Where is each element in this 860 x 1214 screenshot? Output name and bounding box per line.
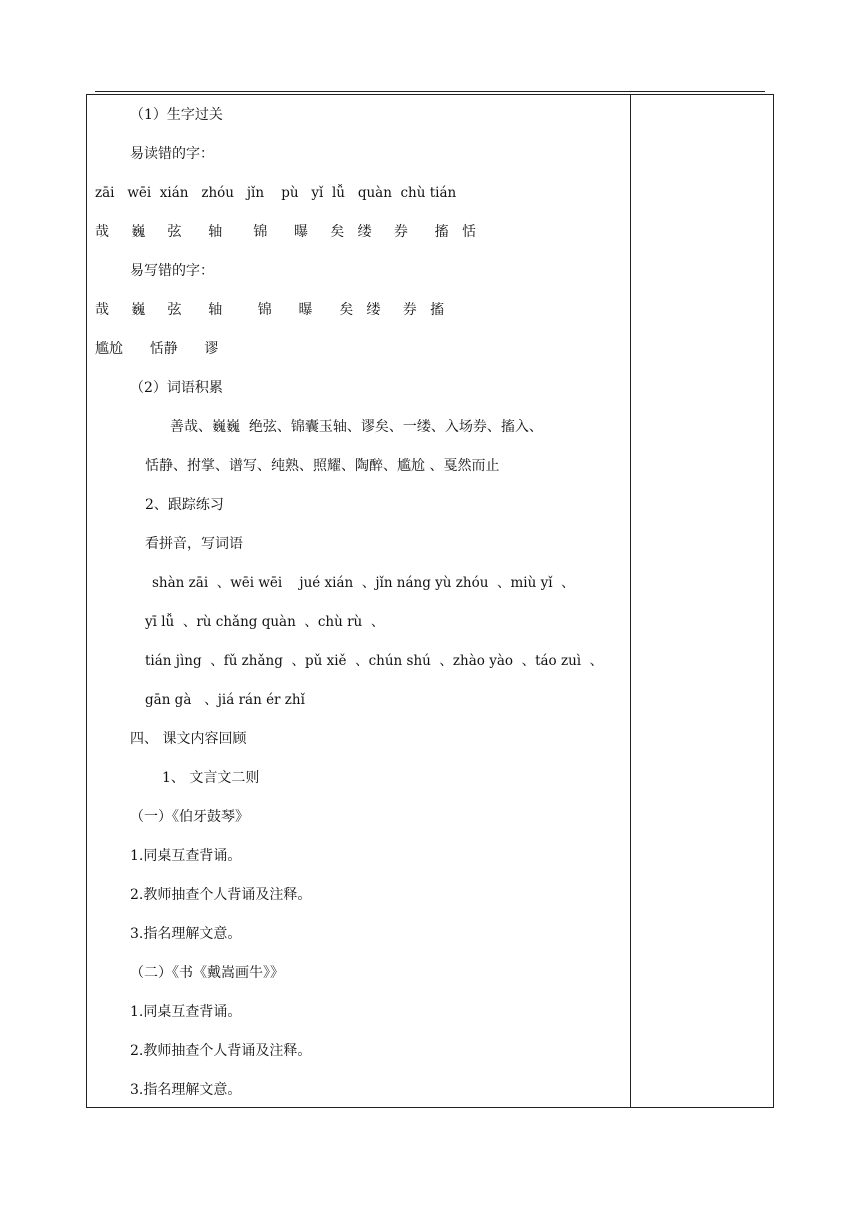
page-header-rule: [95, 91, 765, 92]
subheading-easy-miswrite: 易写错的字：: [130, 263, 214, 279]
step-2-daisong: 2.教师抽查个人背诵及注释。: [130, 1043, 312, 1059]
step-2-boya: 2.教师抽查个人背诵及注释。: [130, 887, 312, 903]
table-frame: [86, 94, 774, 1108]
vocabulary-line-1: 善哉、巍巍 绝弦、锦囊玉轴、谬矣、一缕、入场券、搐入、: [170, 419, 543, 435]
table-column-divider: [630, 94, 631, 1108]
text-title-daisong: （二）《书《戴嵩画牛》》: [130, 965, 284, 981]
pinyin-exercise-line-2: yī lǚ 、rù chǎng quàn 、chù rù 、: [145, 614, 385, 630]
step-1-boya: 1.同桌互查背诵。: [130, 848, 242, 864]
pinyin-exercise-line-4: gān gà 、jiá rán ér zhǐ: [145, 692, 305, 708]
pinyin-row-misread: zāi wēi xián zhóu jǐn pù yǐ lǚ quàn chù tián: [95, 185, 457, 201]
character-row-misread: 哉 巍 弦 轴 锦 曝 矣 缕 券 搐 恬: [95, 224, 476, 240]
step-3-daisong: 3.指名理解文意。: [130, 1082, 242, 1098]
step-3-boya: 3.指名理解文意。: [130, 926, 242, 942]
vocabulary-line-2: 恬静、拊掌、谱写、纯熟、照耀、陶醉、尴尬 、戛然而止: [145, 458, 500, 474]
character-row-miswrite: 哉 巍 弦 轴 锦 曝 矣 缕 券 搐: [95, 302, 445, 318]
text-title-boya: （一）《伯牙鼓琴》: [130, 809, 249, 825]
step-1-daisong: 1.同桌互查背诵。: [130, 1004, 242, 1020]
section-heading-practice: 2、跟踪练习: [145, 497, 224, 513]
character-row-miswrite-2: 尴尬 恬静 谬: [95, 341, 219, 357]
pinyin-exercise-line-3: tián jìng 、fǔ zhǎng 、pǔ xiě 、chún shú 、zhào yào 、táo zuì 、: [145, 653, 604, 669]
section-heading-review: 四、 课文内容回顾: [130, 731, 247, 747]
subheading-easy-misread: 易读错的字：: [130, 146, 214, 162]
section-heading-new-characters: （1）生字过关: [130, 107, 223, 123]
section-heading-vocabulary: （2）词语积累: [130, 380, 223, 396]
subsection-two-classical-texts: 1、 文言文二则: [162, 770, 260, 786]
pinyin-exercise-line-1: shàn zāi 、wēi wēi jué xián 、jǐn náng yù zhóu 、miù yǐ 、: [152, 575, 575, 591]
practice-instruction: 看拼音，写词语: [145, 536, 243, 552]
